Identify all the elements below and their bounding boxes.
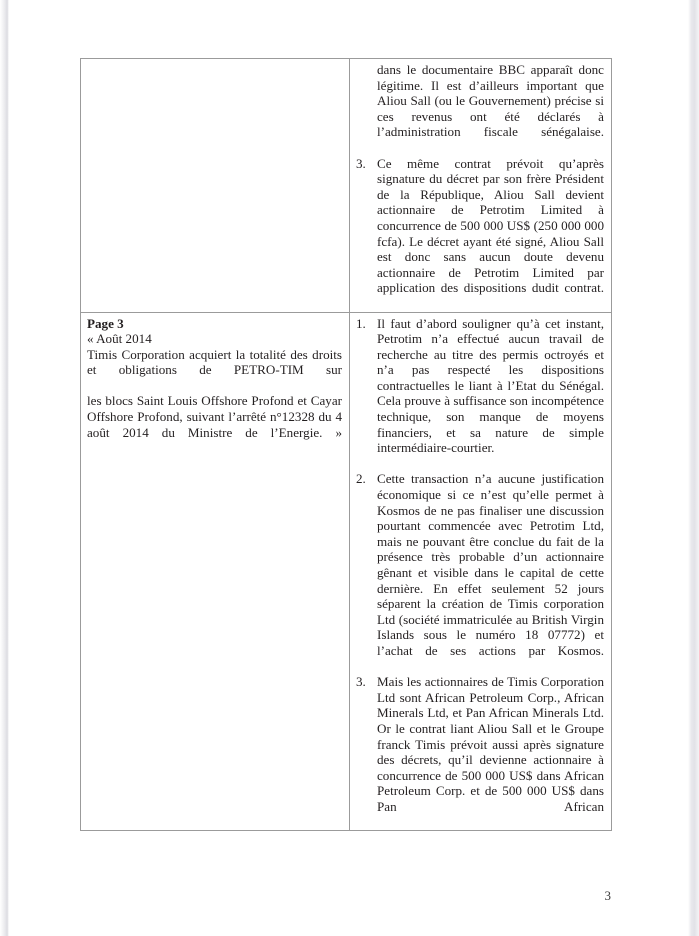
page-reference-heading: Page 3 [87, 315, 124, 331]
page-edge-right [688, 0, 699, 936]
right-cell-content-row1 [350, 59, 611, 312]
table-cell-left-row1 [81, 59, 350, 313]
list-item-text: Mais les actionnaires de Timis Corporation Ltd sont African Petroleum Corp., African Minerals Ltd, et Pan African Minerals Ltd. Or le contrat liant Aliou Sall et le Groupe franck Timis prévoit aussi après signature des décrets, qu’il devienne actionnaire à concurrence de 500 000 US$ dans African Petroleum Corp. et de 500 000 US$ dans Pan African [377, 674, 604, 814]
quote-line-2: Timis Corporation acquiert la totalité des droits et obligations de PETRO-TIM sur [87, 346, 342, 378]
right-cell-content-row2 [350, 313, 611, 831]
table-row [81, 59, 612, 313]
list-item-text: Il faut d’abord souligner qu’à cet instant, Petrotim n’a effectué aucun travail de recherche au titre des permis octroyés et n’a pas respecté les dispositions contractuelles le liant à l’Etat du Sénégal. Cela prouve à suffisance son incompétence technique, son manque de moyens financiers, et sa nature de simple intermédiaire-courtier. [377, 315, 604, 456]
table-cell-left-row2 [81, 312, 350, 831]
list-item [356, 156, 604, 312]
list-item [356, 674, 604, 830]
left-cell-content-row1 [81, 59, 349, 82]
list-marker: 3. [356, 674, 366, 690]
list-marker: 2. [356, 471, 366, 487]
list-item-text: Ce même contrat prévoit qu’après signature du décret par son frère Président de la République, Aliou Sall devient actionnaire de Petrotim Limited à concurrence de 500 000 US$ (250 000 000 fcfa). Le décret ayant été signé, Aliou Sall est donc sans aucun doute devenu actionnaire de Petrotim Limited par application des dispositions dudit contrat. [377, 155, 604, 296]
list-item [356, 316, 604, 472]
list-item [356, 471, 604, 674]
list-marker: 1. [356, 315, 366, 331]
table-cell-right-row1 [350, 59, 612, 313]
content-table [80, 58, 612, 831]
table-row [81, 312, 612, 831]
numbered-list-row1 [356, 156, 604, 312]
page-number: 3 [604, 888, 611, 903]
table-cell-right-row2 [350, 312, 612, 831]
quote-line-1: « Août 2014 [87, 331, 152, 347]
left-cell-content-row2 [81, 313, 349, 460]
list-item-text: Cette transaction n’a aucune justification économique si ce n’est qu’elle permet à Kosmos de ne pas finaliser une discussion pourtant commencée avec Petrotim Ltd, mais ne pouvant être conclue du fait de la présence très probable d’un actionnaire gênant et visible dans le capital de cette dernière. En effet seulement 52 jours séparent la création de Timis corporation Ltd (société immatriculée au British Virgin Islands sous le numéro 18 07772) et l’achat de ses actions par Kosmos. [377, 471, 604, 658]
quote-line-3: les blocs Saint Louis Offshore Profond et Cayar Offshore Profond, suivant l’arrêté n°12328 du 4 août 2014 du Ministre de l’Energie. » [87, 393, 342, 440]
continuation-paragraph: dans le documentaire BBC apparaît donc légitime. Il est d’ailleurs important que Aliou Sall (ou le Gouvernement) précise si ces revenus ont été déclarés à l’administration fiscale sénégalaise. [377, 62, 604, 140]
numbered-list-row2 [356, 316, 604, 831]
page-edge-left [0, 0, 9, 936]
list-marker: 3. [356, 155, 366, 171]
